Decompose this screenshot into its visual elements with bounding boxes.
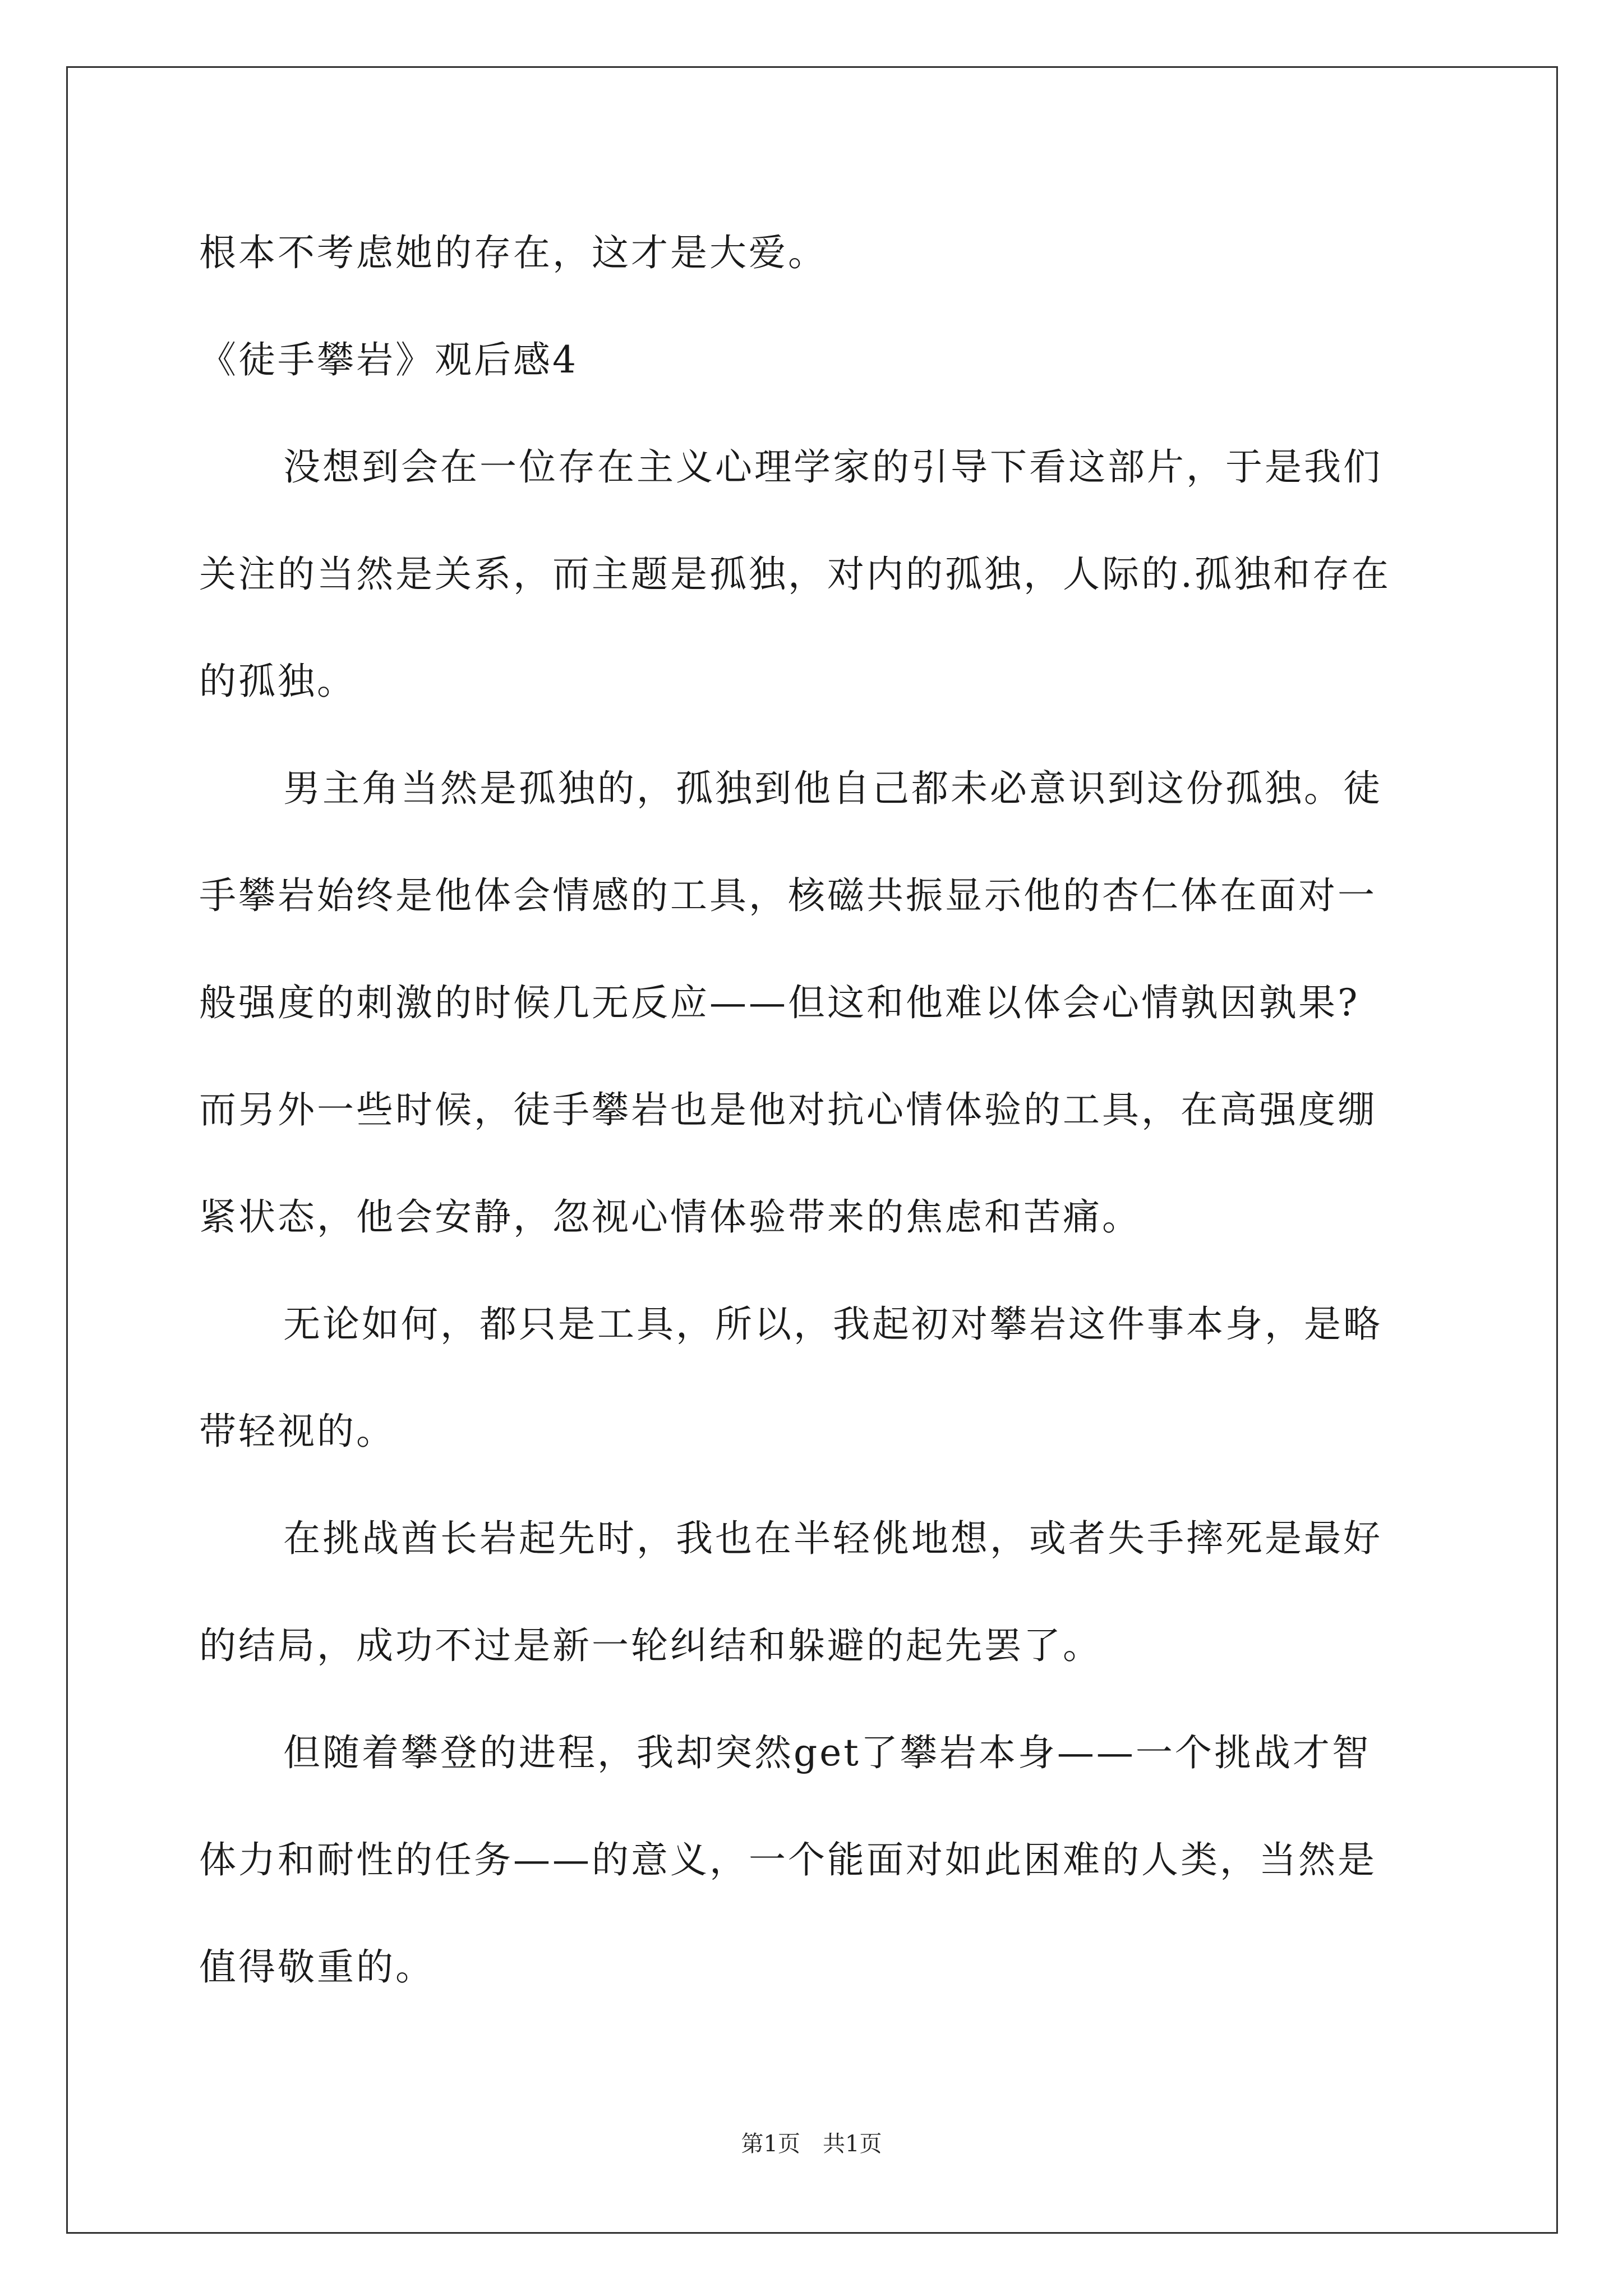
text-line: 而另外一些时候，徒手攀岩也是他对抗心情体验的工具，在高强度绷 — [199, 1088, 1377, 1131]
text-line: 在挑战酋长岩起先时，我也在半轻佻地想，或者失手摔死是最好 — [283, 1517, 1382, 1560]
text-line: 带轻视的。 — [199, 1410, 395, 1453]
document-body — [199, 199, 1433, 2021]
text-line: 但随着攀登的进程，我却突然get了攀岩本身——一个挑战才智 — [283, 1731, 1371, 1774]
text-line: 般强度的刺激的时候几无反应——但这和他难以体会心情孰因孰果? — [199, 981, 1360, 1024]
text-line: 紧状态，他会安静，忽视心情体验带来的焦虑和苦痛。 — [199, 1195, 1141, 1239]
text-line: 关注的当然是关系，而主题是孤独，对内的孤独，人际的.孤独和存在 — [199, 553, 1391, 596]
section-heading: 《徒手攀岩》观后感4 — [199, 338, 578, 381]
text-line: 没想到会在一位存在主义心理学家的引导下看这部片，于是我们 — [283, 445, 1382, 489]
text-line: 根本不考虑她的存在，这才是大爱。 — [199, 231, 827, 274]
text-line: 的孤独。 — [199, 660, 356, 703]
text-line: 手攀岩始终是他体会情感的工具，核磁共振显示他的杏仁体在面对一 — [199, 874, 1377, 917]
text-line: 值得敬重的。 — [199, 1945, 435, 1989]
text-line: 无论如何，都只是工具，所以，我起初对攀岩这件事本身，是略 — [283, 1303, 1382, 1346]
text-line: 的结局，成功不过是新一轮纠结和躲避的起先罢了。 — [199, 1624, 1102, 1667]
text-line: 体力和耐性的任务——的意义，一个能面对如此困难的人类，当然是 — [199, 1838, 1377, 1881]
page-footer: 第1页 共1页 — [741, 2131, 882, 2157]
text-line: 男主角当然是孤独的，孤独到他自己都未必意识到这份孤独。徒 — [283, 767, 1382, 810]
